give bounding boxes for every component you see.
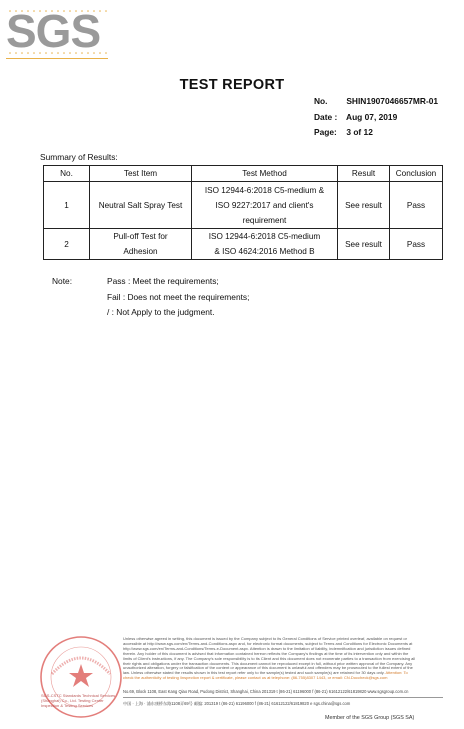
- report-date-value: Aug 07, 2019: [346, 112, 398, 122]
- method-line: ISO 12944-6:2018 C5-medium &: [204, 185, 325, 195]
- note-line-na: / : Not Apply to the judgment.: [107, 307, 215, 317]
- authenticity-notice: Attention: To check the authenticity of testing /inspection report & certificate, please contact us at telephone: (86-755)8307 1443, or email: CN.Doccheck@sgs.com: [123, 670, 408, 681]
- results-table: [43, 165, 443, 260]
- footer-divider: [123, 697, 443, 698]
- footer-address-cn: 中国 · 上海 · 浦东康桥东路1108弄69号 邮编: 201319 t (86-21) 61196000 f (86-21) 61612122/61819820 e sgs.china@sgs.com: [123, 701, 351, 706]
- item-line: Pull-off Test for: [113, 232, 168, 241]
- row-no: 1: [44, 182, 90, 229]
- report-page-value: 3 of 12: [346, 127, 373, 137]
- row-test-item: [90, 229, 192, 260]
- report-number-label: No.: [314, 96, 328, 106]
- summary-label: Summary of Results:: [40, 152, 118, 162]
- sgs-logo: [6, 6, 108, 62]
- note-line-fail: Fail : Does not meet the requirements;: [107, 292, 250, 302]
- report-date-label: Date :: [314, 112, 338, 122]
- table-row: [44, 229, 443, 260]
- table-row: [44, 182, 443, 229]
- note-label: Note:: [52, 276, 73, 286]
- header-no: No.: [44, 166, 90, 182]
- method-line: ISO 12944-6:2018 C5-medium: [208, 232, 321, 241]
- report-title: TEST REPORT: [179, 77, 285, 93]
- row-no: 2: [44, 229, 90, 260]
- row-conclusion: Pass: [390, 229, 443, 260]
- item-line: Adhesion: [123, 247, 158, 256]
- row-conclusion: Pass: [390, 182, 443, 229]
- header-result: Result: [338, 166, 390, 182]
- row-test-method: [192, 182, 338, 229]
- footer-disclaimer: [123, 637, 418, 681]
- logo-rule: [6, 58, 108, 59]
- logo-text: SGS: [6, 5, 101, 57]
- method-line: & ISO 4624:2016 Method B: [214, 247, 315, 256]
- row-test-method: [192, 229, 338, 260]
- method-line: requirement: [242, 215, 287, 225]
- footer-address-en: No.69, Block 1108, East Kang Qiao Road, Pudong District, Shanghai, China 201319 t (86-21) 61196000 f (86-21) 61612122/61819820 www.sgsgroup.com.cn: [123, 689, 409, 694]
- row-result: See result: [338, 229, 390, 260]
- report-number: [314, 96, 438, 106]
- report-number-value: SHIN1907046657MR-01: [346, 96, 439, 106]
- disclaimer-text: Unless otherwise agreed in writing, this document is issued by the Company subject to its General Conditions of Service printed overleaf, available on request or accessible at http://www.sgs.com/en/Terms-and-Conditions.aspx and, for electronic format documents, subject to Terms and Conditions for Electronic Documents at http://www.sgs.com/en/Terms-and-Conditions/Terms-e-Document.aspx. Attention is drawn to the limitation of liability, indemnification and jurisdiction issues defined therein. Any holder of this document is advised that information contained hereon reflects the Company's findings at the time of its intervention only and within the limits of Client's instructions, if any. The Company's sole responsibility is to its Client and this document does not exonerate parties to a transaction from exercising all their rights and obligations under the transaction documents. This document cannot be reproduced except in full, without prior written approval of the Company. Any unauthorized alteration, forgery or falsification of the content or appearance of this document is unlawful and offenders may be prosecuted to the fullest extent of the law. Unless otherwise stated the results shown in this test report refer only to the sample(s) tested and such sample(s) are retained for 30 days only.: [123, 636, 416, 676]
- sgs-member-note: Member of the SGS Group (SGS SA): [325, 715, 415, 721]
- row-test-item: Neutral Salt Spray Test: [90, 182, 192, 229]
- stamp-caption: SGS-CSTC Standards Technical Services (Shanghai) Co., Ltd. Testing Center Inspection & Testing Services: [41, 693, 116, 708]
- table-header-row: [44, 166, 443, 182]
- header-test-method: Test Method: [192, 166, 338, 182]
- report-date: [314, 112, 397, 122]
- method-line: ISO 9227:2017 and client's: [215, 200, 314, 210]
- header-conclusion: Conclusion: [390, 166, 443, 182]
- report-page: [314, 127, 373, 137]
- note-line-pass: Pass : Meet the requirements;: [107, 276, 219, 286]
- row-result: See result: [338, 182, 390, 229]
- report-page-label: Page:: [314, 127, 337, 137]
- header-test-item: Test Item: [90, 166, 192, 182]
